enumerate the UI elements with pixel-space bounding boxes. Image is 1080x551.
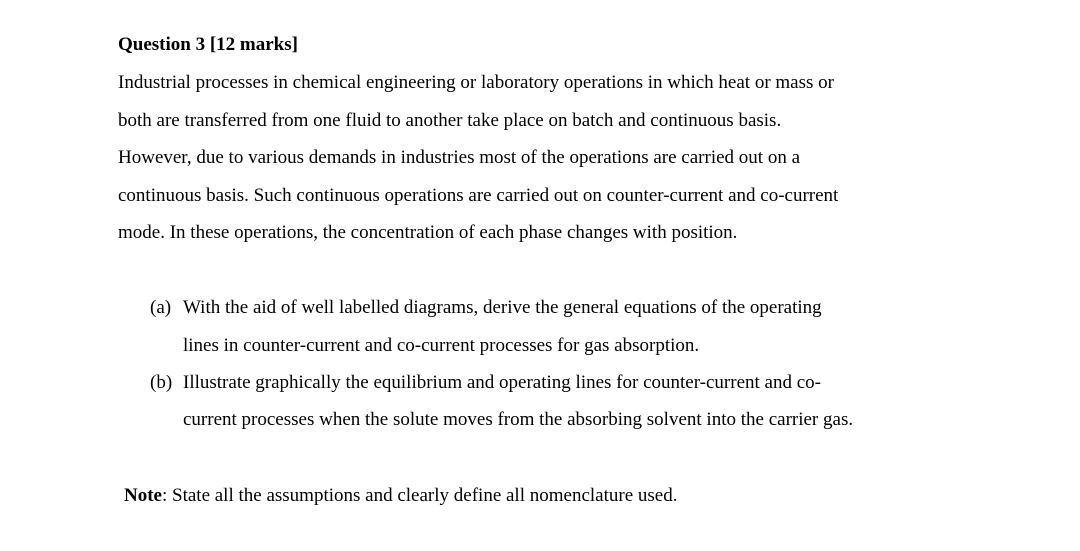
question-title: Question 3 [12 marks] bbox=[118, 34, 298, 55]
intro-line-4: continuous basis. Such continuous operations are carried out on counter-current and co-current bbox=[118, 185, 839, 206]
intro-line-1: Industrial processes in chemical engineering or laboratory operations in which heat or mass or bbox=[118, 72, 834, 93]
part-b-line-1: Illustrate graphically the equilibrium and operating lines for counter-current and co- bbox=[183, 372, 821, 393]
part-b-line-2: current processes when the solute moves from the absorbing solvent into the carrier gas. bbox=[183, 409, 854, 430]
note bbox=[124, 485, 677, 507]
intro-line-3: However, due to various demands in industries most of the operations are carried out on a bbox=[118, 147, 800, 168]
note-label: Note bbox=[124, 485, 162, 506]
intro-line-5: mode. In these operations, the concentration of each phase changes with position. bbox=[118, 222, 738, 243]
part-a-line-1: With the aid of well labelled diagrams, derive the general equations of the operating bbox=[183, 297, 822, 318]
intro-line-2: both are transferred from one fluid to another take place on batch and continuous basis. bbox=[118, 110, 782, 131]
part-a-line-2: lines in counter-current and co-current processes for gas absorption. bbox=[183, 335, 700, 356]
part-a-label: (a) bbox=[150, 297, 172, 318]
note-text: : State all the assumptions and clearly define all nomenclature used. bbox=[161, 485, 678, 506]
part-b-label: (b) bbox=[150, 372, 173, 393]
